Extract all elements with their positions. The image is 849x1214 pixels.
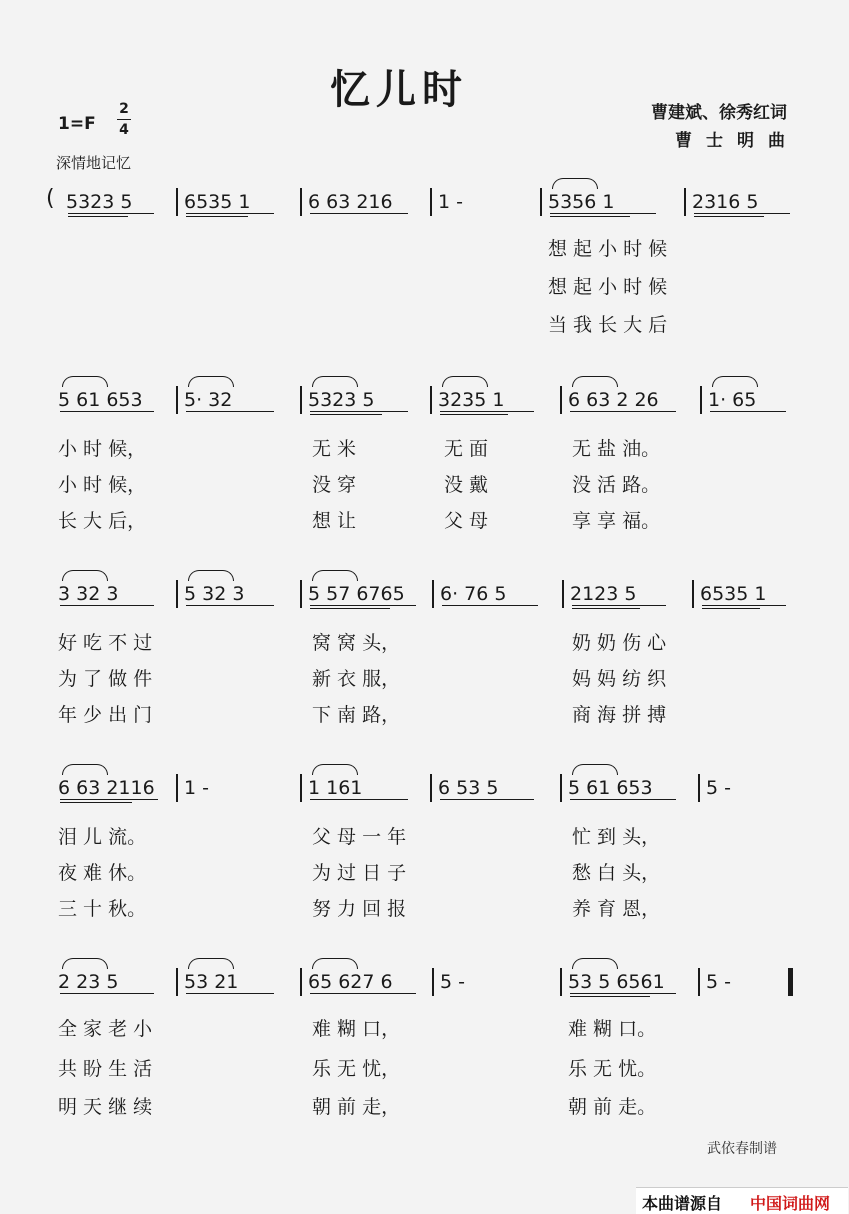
measure-r2-4: 3235 1	[430, 382, 548, 418]
lyric-r5-v2-b: 乐 无 忧，	[312, 1058, 401, 1080]
measure-r4-4: 6 53 5	[430, 770, 548, 806]
lyric-r3-v3-a: 年 少 出 门	[58, 704, 153, 726]
key-signature: 1=F	[58, 114, 96, 134]
measure-r2-1: 5 61 653	[50, 382, 168, 418]
lyric-r3-v2-a: 为 了 做 件	[58, 668, 153, 690]
measure-r1-4: 1 -	[430, 184, 524, 220]
lyric-r3-v1-a: 好 吃 不 过	[58, 632, 153, 654]
lyric-r4-v1-a: 泪 儿 流。	[58, 826, 147, 848]
measure-r4-2: 1 -	[176, 770, 288, 806]
composer-credit: 曹士明曲	[675, 131, 799, 151]
lyric-r5-v1-a: 全 家 老 小	[58, 1018, 153, 1040]
lyric-r5-v1-c: 难 糊 口。	[568, 1018, 657, 1040]
lyric-r1-v2: 想 起 小 时 候	[548, 276, 668, 298]
lyric-r3-v3-c: 商 海 拼 搏	[572, 704, 667, 726]
measure-r4-3: 1 161	[300, 770, 422, 806]
lyric-r5-v2-a: 共 盼 生 活	[58, 1058, 153, 1080]
measure-r2-2: 5· 32	[176, 382, 288, 418]
lyric-r2-v1-b: 无 米	[312, 438, 357, 460]
footer-site-link[interactable]: 中国词曲网	[750, 1194, 831, 1213]
song-title: 忆儿时	[330, 66, 468, 113]
lyric-r2-v1-c: 无 面	[444, 438, 489, 460]
measure-r5-3: 65 627 6	[300, 964, 430, 1000]
lyric-r5-v2-c: 乐 无 忧。	[568, 1058, 657, 1080]
lyric-r5-v1-b: 难 糊 口，	[312, 1018, 401, 1040]
measure-r5-6: 5 -	[698, 964, 784, 1000]
lyric-r3-v1-b: 窝 窝 头，	[312, 632, 401, 654]
measure-r4-6: 5 -	[698, 770, 800, 806]
measure-r4-1: 6 63 2116	[50, 770, 172, 806]
measure-r1-3: 6 63 216	[300, 184, 422, 220]
tempo-marking: 深情地记忆	[56, 154, 132, 172]
lyric-r3-v1-c: 奶 奶 伤 心	[572, 632, 667, 654]
measure-r3-4: 6· 76 5	[432, 576, 552, 612]
measure-r4-5: 5 61 653	[560, 770, 690, 806]
measure-r2-3: 5323 5	[300, 382, 422, 418]
lyric-r5-v3-b: 朝 前 走，	[312, 1096, 401, 1118]
lyric-r3-v3-b: 下 南 路，	[312, 704, 401, 726]
final-barline	[788, 968, 793, 996]
lyric-r3-v2-b: 新 衣 服，	[312, 668, 401, 690]
lyric-r4-v2-a: 夜 难 休。	[58, 862, 147, 884]
lyric-r5-v3-a: 明 天 继 续	[58, 1096, 153, 1118]
measure-r3-3: 5 57 6765	[300, 576, 430, 612]
lyric-r1-v1: 想 起 小 时 候	[548, 238, 668, 260]
lyric-r4-v3-a: 三 十 秋。	[58, 898, 147, 920]
lyric-r2-v3-d: 享 享 福。	[572, 510, 661, 532]
lyric-r3-v2-c: 妈 妈 纺 织	[572, 668, 667, 690]
measure-r1-6: 2316 5	[684, 184, 804, 220]
lyric-r2-v3-c: 父 母	[444, 510, 489, 532]
intro-parenthesis: (	[46, 186, 55, 211]
measure-r5-4: 5 -	[432, 964, 542, 1000]
lyric-r2-v3-b: 想 让	[312, 510, 357, 532]
lyric-r2-v2-c: 没 戴	[444, 474, 489, 496]
measure-r2-6: 1· 65	[700, 382, 800, 418]
lyric-r2-v2-a: 小 时 候，	[58, 474, 147, 496]
measure-r1-2: 6535 1	[176, 184, 288, 220]
lyric-r2-v2-b: 没 穿	[312, 474, 357, 496]
measure-r5-2: 53 21	[176, 964, 288, 1000]
lyric-r4-v1-b: 父 母 一 年	[312, 826, 407, 848]
time-top: 2	[119, 101, 129, 117]
lyric-r1-v3: 当 我 长 大 后	[548, 314, 668, 336]
lyric-r4-v1-c: 忙 到 头，	[572, 826, 661, 848]
source-footer	[636, 1187, 848, 1214]
measure-r5-5: 53 5 6561	[560, 964, 690, 1000]
measure-r3-1: 3 32 3	[50, 576, 168, 612]
lyricist-credit: 曹建斌、徐秀红词	[651, 103, 787, 123]
time-divider	[117, 119, 131, 120]
footer-source-label: 本曲谱源自	[642, 1194, 723, 1213]
measure-r3-2: 5 32 3	[176, 576, 288, 612]
lyric-r4-v2-b: 为 过 日 子	[312, 862, 407, 884]
lyric-r2-v1-d: 无 盐 油。	[572, 438, 661, 460]
lyric-r2-v2-d: 没 活 路。	[572, 474, 661, 496]
lyric-r4-v3-c: 养 育 恩，	[572, 898, 661, 920]
measure-r3-5: 2123 5	[562, 576, 680, 612]
measure-r3-6: 6535 1	[692, 576, 800, 612]
measure-r1-1: 5323 5	[58, 184, 168, 220]
measure-r2-5: 6 63 2 26	[560, 382, 690, 418]
time-bottom: 4	[119, 122, 129, 138]
lyric-r2-v1-a: 小 时 候，	[58, 438, 147, 460]
transcriber-signature: 武依春制谱	[707, 1141, 777, 1157]
time-signature	[117, 100, 131, 139]
measure-r5-1: 2 23 5	[50, 964, 168, 1000]
lyric-r5-v3-c: 朝 前 走。	[568, 1096, 657, 1118]
lyric-r4-v3-b: 努 力 回 报	[312, 898, 407, 920]
measure-r1-5: 5356 1	[540, 184, 670, 220]
lyric-r4-v2-c: 愁 白 头，	[572, 862, 661, 884]
lyric-r2-v3-a: 长 大 后，	[58, 510, 147, 532]
